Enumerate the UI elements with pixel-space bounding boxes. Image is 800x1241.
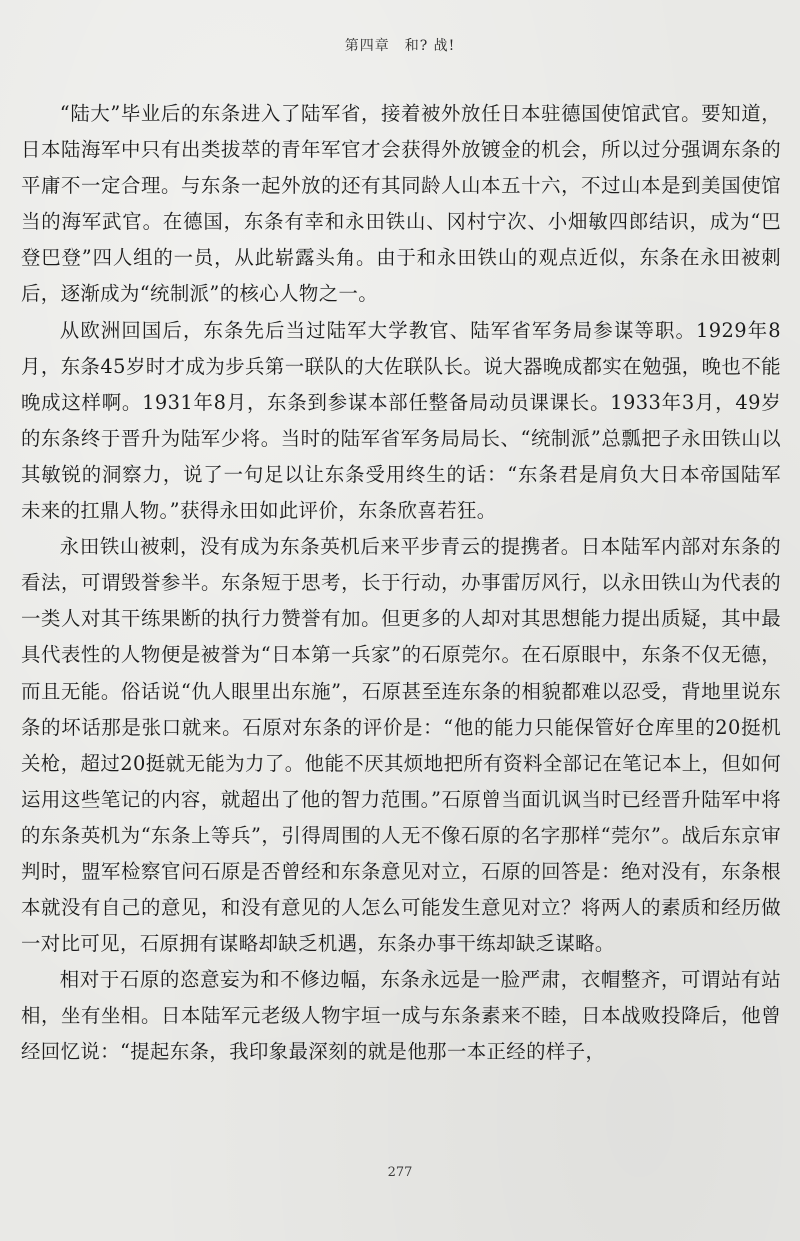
paragraph: 永田铁山被刺，没有成为东条英机后来平步青云的提携者。日本陆军内部对东条的看法，可谓毁誉参半。东条短于思考，长于行动，办事雷厉风行，以永田铁山为代表的一类人对其干练果断的执行力赞誉有加。但更多的人却对其思想能力提出质疑，其中最具代表性的人物便是被誉为“日本第一兵家”的石原莞尔。在石原眼中，东条不仅无德，而且无能。俗话说“仇人眼里出东施”，石原甚至连东条的相貌都难以忍受，背地里说东条的坏话那是张口就来。石原对东条的评价是：“他的能力只能保管好仓库里的20挺机关枪，超过20挺就无能为力了。他能不厌其烦地把所有资料全部记在笔记本上，但如何运用这些笔记的内容，就超出了他的智力范围。”石原曾当面讥讽当时已经晋升陆军中将的东条英机为“东条上等兵”，引得周围的人无不像石原的名字那样“莞尔”。战后东京审判时，盟军检察官问石原是否曾经和东条意见对立，石原的回答是：绝对没有，东条根本就没有自己的意见，和没有意见的人怎么可能发生意见对立？将两人的素质和经历做一对比可见，石原拥有谋略却缺乏机遇，东条办事干练却缺乏谋略。	[21, 535, 781, 956]
paragraph: 从欧洲回国后，东条先后当过陆军大学教官、陆军省军务局参谋等职。1929年8月，东条45岁时才成为步兵第一联队的大佐联队长。说大器晚成都实在勉强，晚也不能晚成这样啊。1931年8月，东条到参谋本部任整备局动员课课长。1933年3月，49岁的东条终于晋升为陆军少将。当时的陆军省军务局局长、“统制派”总瓢把子永田铁山以其敏锐的洞察力，说了一句足以让东条受用终生的话：“东条君是肩负大日本帝国陆军未来的扛鼎人物。”获得永田如此评价，东条欣喜若狂。	[21, 318, 781, 523]
running-head: 第四章 和? 战!	[344, 38, 456, 54]
page-number: 277	[387, 1165, 413, 1180]
body-text	[21, 96, 781, 1071]
paragraph: 相对于石原的恣意妄为和不修边幅，东条永远是一脸严肃，衣帽整齐，可谓站有站相，坐有坐相。日本陆军元老级人物宇垣一成与东条素来不睦，日本战败投降后，他曾经回忆说：“提起东条，我印象最深刻的就是他那一本正经的样子，	[21, 968, 781, 1064]
paragraph: “陆大”毕业后的东条进入了陆军省，接着被外放任日本驻德国使馆武官。要知道，日本陆海军中只有出类拔萃的青年军官才会获得外放镀金的机会，所以过分强调东条的平庸不一定合理。与东条一起外放的还有其同龄人山本五十六，不过山本是到美国使馆当的海军武官。在德国，东条有幸和永田铁山、冈村宁次、小畑敏四郎结识，成为“巴登巴登”四人组的一员，从此崭露头角。由于和永田铁山的观点近似，东条在永田被刺后，逐渐成为“统制派”的核心人物之一。	[21, 102, 781, 306]
